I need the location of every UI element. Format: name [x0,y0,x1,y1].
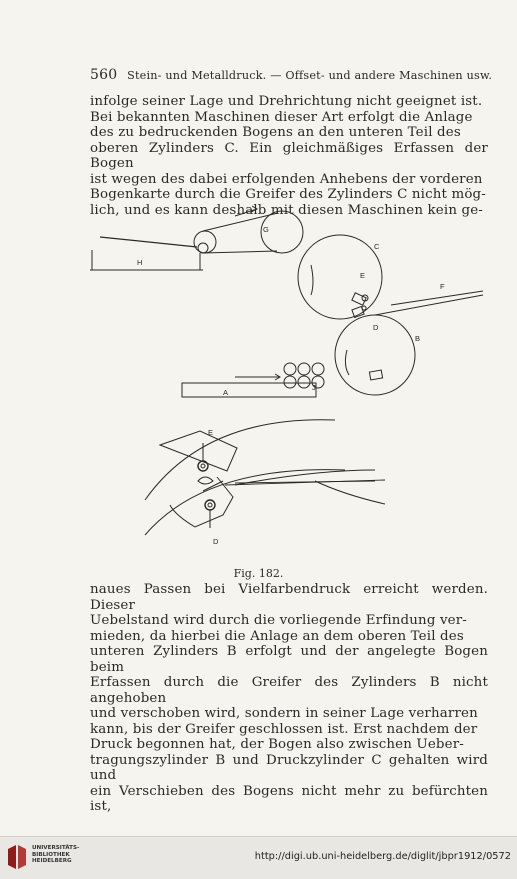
figure-label: D [213,537,219,546]
figure-label: C [374,242,380,251]
text-line: infolge seiner Lage und Drehrichtung nicht geeignet ist. [90,94,483,109]
text-line: unteren Zylinders B erfolgt und der angelegte Bogen beim [90,644,488,675]
body-text-top [90,94,488,218]
figure-label: A [223,388,229,397]
body-text-bottom [90,582,488,815]
figure-label: E [208,428,214,437]
text-line: und verschoben wird, sondern in seiner Lage verharren [90,706,478,721]
figure-label: E [360,271,366,280]
text-line: naues Passen bei Vielfarbendruck erreicht werden. Dieser [90,582,488,613]
text-line: kann, bis der Greifer geschlossen ist. Erst nachdem der [90,721,478,737]
text-line: Bogenkarte durch die Greifer des Zylinders C nicht mög- [90,187,486,202]
figure-label: F [440,282,445,291]
figure-label: D [373,323,379,332]
library-name: UNIVERSITÄTS- BIBLIOTHEK HEIDELBERG [32,845,80,865]
page-number: 560 [90,67,118,83]
figure-182 [85,202,495,560]
figure-label: G [263,225,269,234]
text-line: des zu bedruckenden Bogens an den unteren Teil des [90,125,461,140]
figure-label: H [137,258,143,267]
text-line: Druck begonnen hat, der Bogen also zwischen Ueber- [90,737,464,752]
text-line: Uebelstand wird durch die vorliegende Erfindung ver- [90,613,467,628]
text-line: lich, und es kann deshalb mit diesen Maschinen kein ge- [90,202,483,218]
viewer-footer [0,836,517,879]
running-title: Stein- und Metalldruck. — Offset- und andere Maschinen usw. [127,69,493,82]
text-line: oberen Zylinders C. Ein gleichmäßiges Erfassen der Bogen [90,140,488,171]
university-library-logo-icon [6,843,28,871]
figure-label: J [312,383,316,392]
figure-label: B [415,334,421,343]
text-line: ist wegen des dabei erfolgenden Anhebens der vorderen [90,171,483,187]
text-line: ein Verschieben des Bogens nicht mehr zu befürchten ist, [90,783,488,814]
text-line: Bei bekannten Maschinen dieser Art erfolgt die Anlage [90,109,473,125]
cylinder-c [298,235,382,319]
figure-caption: Fig. 182. [233,567,284,580]
running-header [90,67,492,83]
text-line: tragungszylinder B und Druckzylinder C gehalten wird und [90,752,488,783]
text-line: mieden, da hierbei die Anlage an dem oberen Teil des [90,628,464,644]
text-line: Erfassen durch die Greifer des Zylinders B nicht angehoben [90,675,488,706]
cylinder-g [194,231,216,253]
document-url-link[interactable]: http://digi.ub.uni-heidelberg.de/diglit/jbpr1912/0572 [254,851,511,862]
